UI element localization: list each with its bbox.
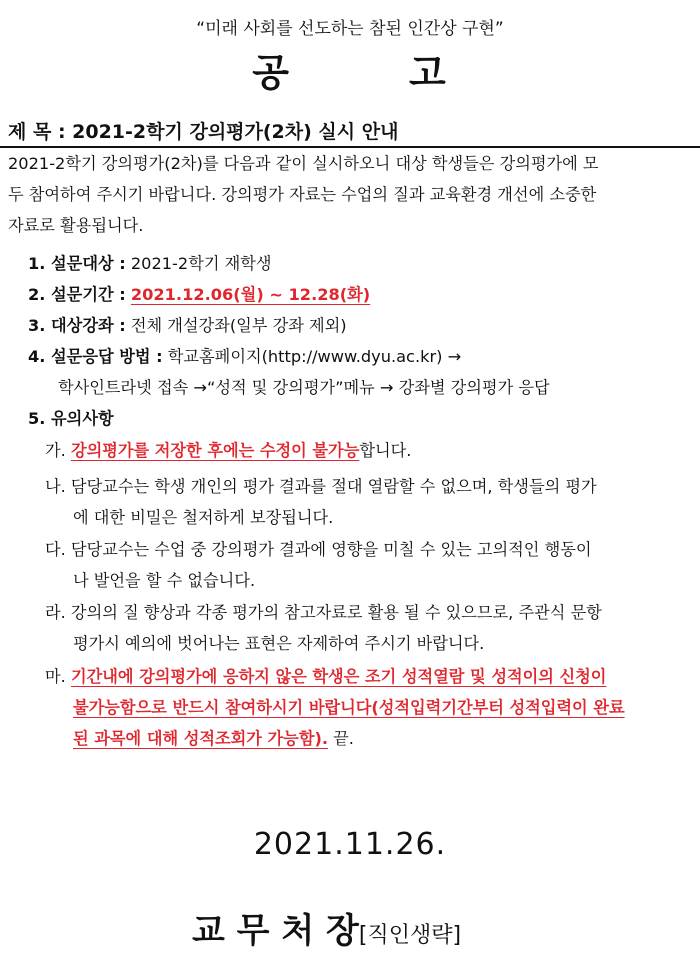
intro-line-2: 두 참여하여 주시기 바랍니다. 강의평가 자료는 수업의 질과 교육환경 개선에 소중한 (8, 185, 597, 204)
item-course-label: 3. 대상강좌 : (28, 316, 126, 335)
item-method-label: 4. 설문응답 방법 : (28, 347, 163, 366)
note-ma-line-3 (73, 724, 354, 754)
notice-subject: 제 목 : 2021-2학기 강의평가(2차) 실시 안내 (8, 121, 399, 143)
seal-omitted-note: [직인생략] (358, 923, 462, 948)
item-period-label: 2. 설문기간 : (28, 285, 126, 304)
note-ma-emphasis-2: 불가능함으로 반드시 참여하시기 바랍니다(성적입력기간부터 성적입력이 완료 (73, 698, 625, 717)
notice-date: 2021.11.26. (253, 827, 447, 862)
item-target-label: 1. 설문대상 : (28, 254, 126, 273)
note-ga-marker: 가. (45, 441, 66, 460)
notice-end-mark: 끝. (333, 729, 354, 748)
note-na-line-1: 나. 담당교수는 학생 개인의 평가 결과를 절대 열람할 수 없으며, 학생들의 평가 (45, 477, 597, 496)
heading-char-1: 공 (252, 51, 291, 95)
item-course (28, 311, 347, 341)
note-da-line-1: 다. 담당교수는 수업 중 강의평가 결과에 영향을 미칠 수 있는 고의적인 행동이 (45, 540, 592, 559)
intro-line-1: 2021-2학기 강의평가(2차)를 다음과 같이 실시하오니 대상 학생들은 강의평가에 모 (8, 154, 599, 173)
note-ga-emphasis: 강의평가를 저장한 후에는 수정이 불가능 (70, 441, 360, 460)
subject-divider (0, 146, 700, 148)
note-ga (45, 436, 411, 466)
item-method-value-2: 학사인트라넷 접속 →“성적 및 강의평가”메뉴 → 강좌별 강의평가 응답 (58, 378, 550, 397)
note-ma-line-2 (73, 693, 625, 723)
note-ra-line-1: 라. 강의의 질 향상과 각종 평가의 참고자료로 활용 될 수 있으므로, 주관식 문항 (45, 603, 602, 622)
note-ra-line-2: 평가시 예의에 벗어나는 표현은 자제하여 주시기 바랍니다. (73, 634, 485, 653)
item-period-value: 2021.12.06(월) ~ 12.28(화) (130, 285, 371, 304)
signature-block (192, 903, 461, 952)
note-ma-emphasis-1: 기간내에 강의평가에 응하지 않은 학생은 조기 성적열람 및 성적이의 신청이 (70, 667, 607, 686)
item-period (28, 280, 370, 310)
item-target (28, 249, 272, 279)
item-target-value: 2021-2학기 재학생 (125, 254, 272, 273)
notice-heading (0, 42, 700, 97)
item-notes-label: 5. 유의사항 (28, 409, 114, 428)
item-course-value: 전체 개설강좌(일부 강좌 제외) (125, 316, 347, 335)
note-ma-emphasis-3: 된 과목에 대해 성적조회가 가능함). (73, 729, 329, 748)
heading-char-2: 고 (409, 51, 448, 95)
note-ma-line-1 (45, 662, 606, 692)
item-method-value-1: 학교홈페이지(http://www.dyu.ac.kr) → (162, 347, 462, 366)
note-na-line-2: 에 대한 비밀은 철저하게 보장됩니다. (73, 508, 334, 527)
note-ma-marker: 마. (45, 667, 66, 686)
note-ga-tail: 합니다. (359, 441, 412, 460)
note-da-line-2: 나 발언을 할 수 없습니다. (73, 571, 256, 590)
issuer-title: 교 무 처 장 (192, 911, 359, 951)
motto: “미래 사회를 선도하는 참된 인간상 구현” (196, 19, 504, 39)
item-method (28, 342, 461, 372)
intro-line-3: 자료로 활용됩니다. (8, 216, 144, 235)
